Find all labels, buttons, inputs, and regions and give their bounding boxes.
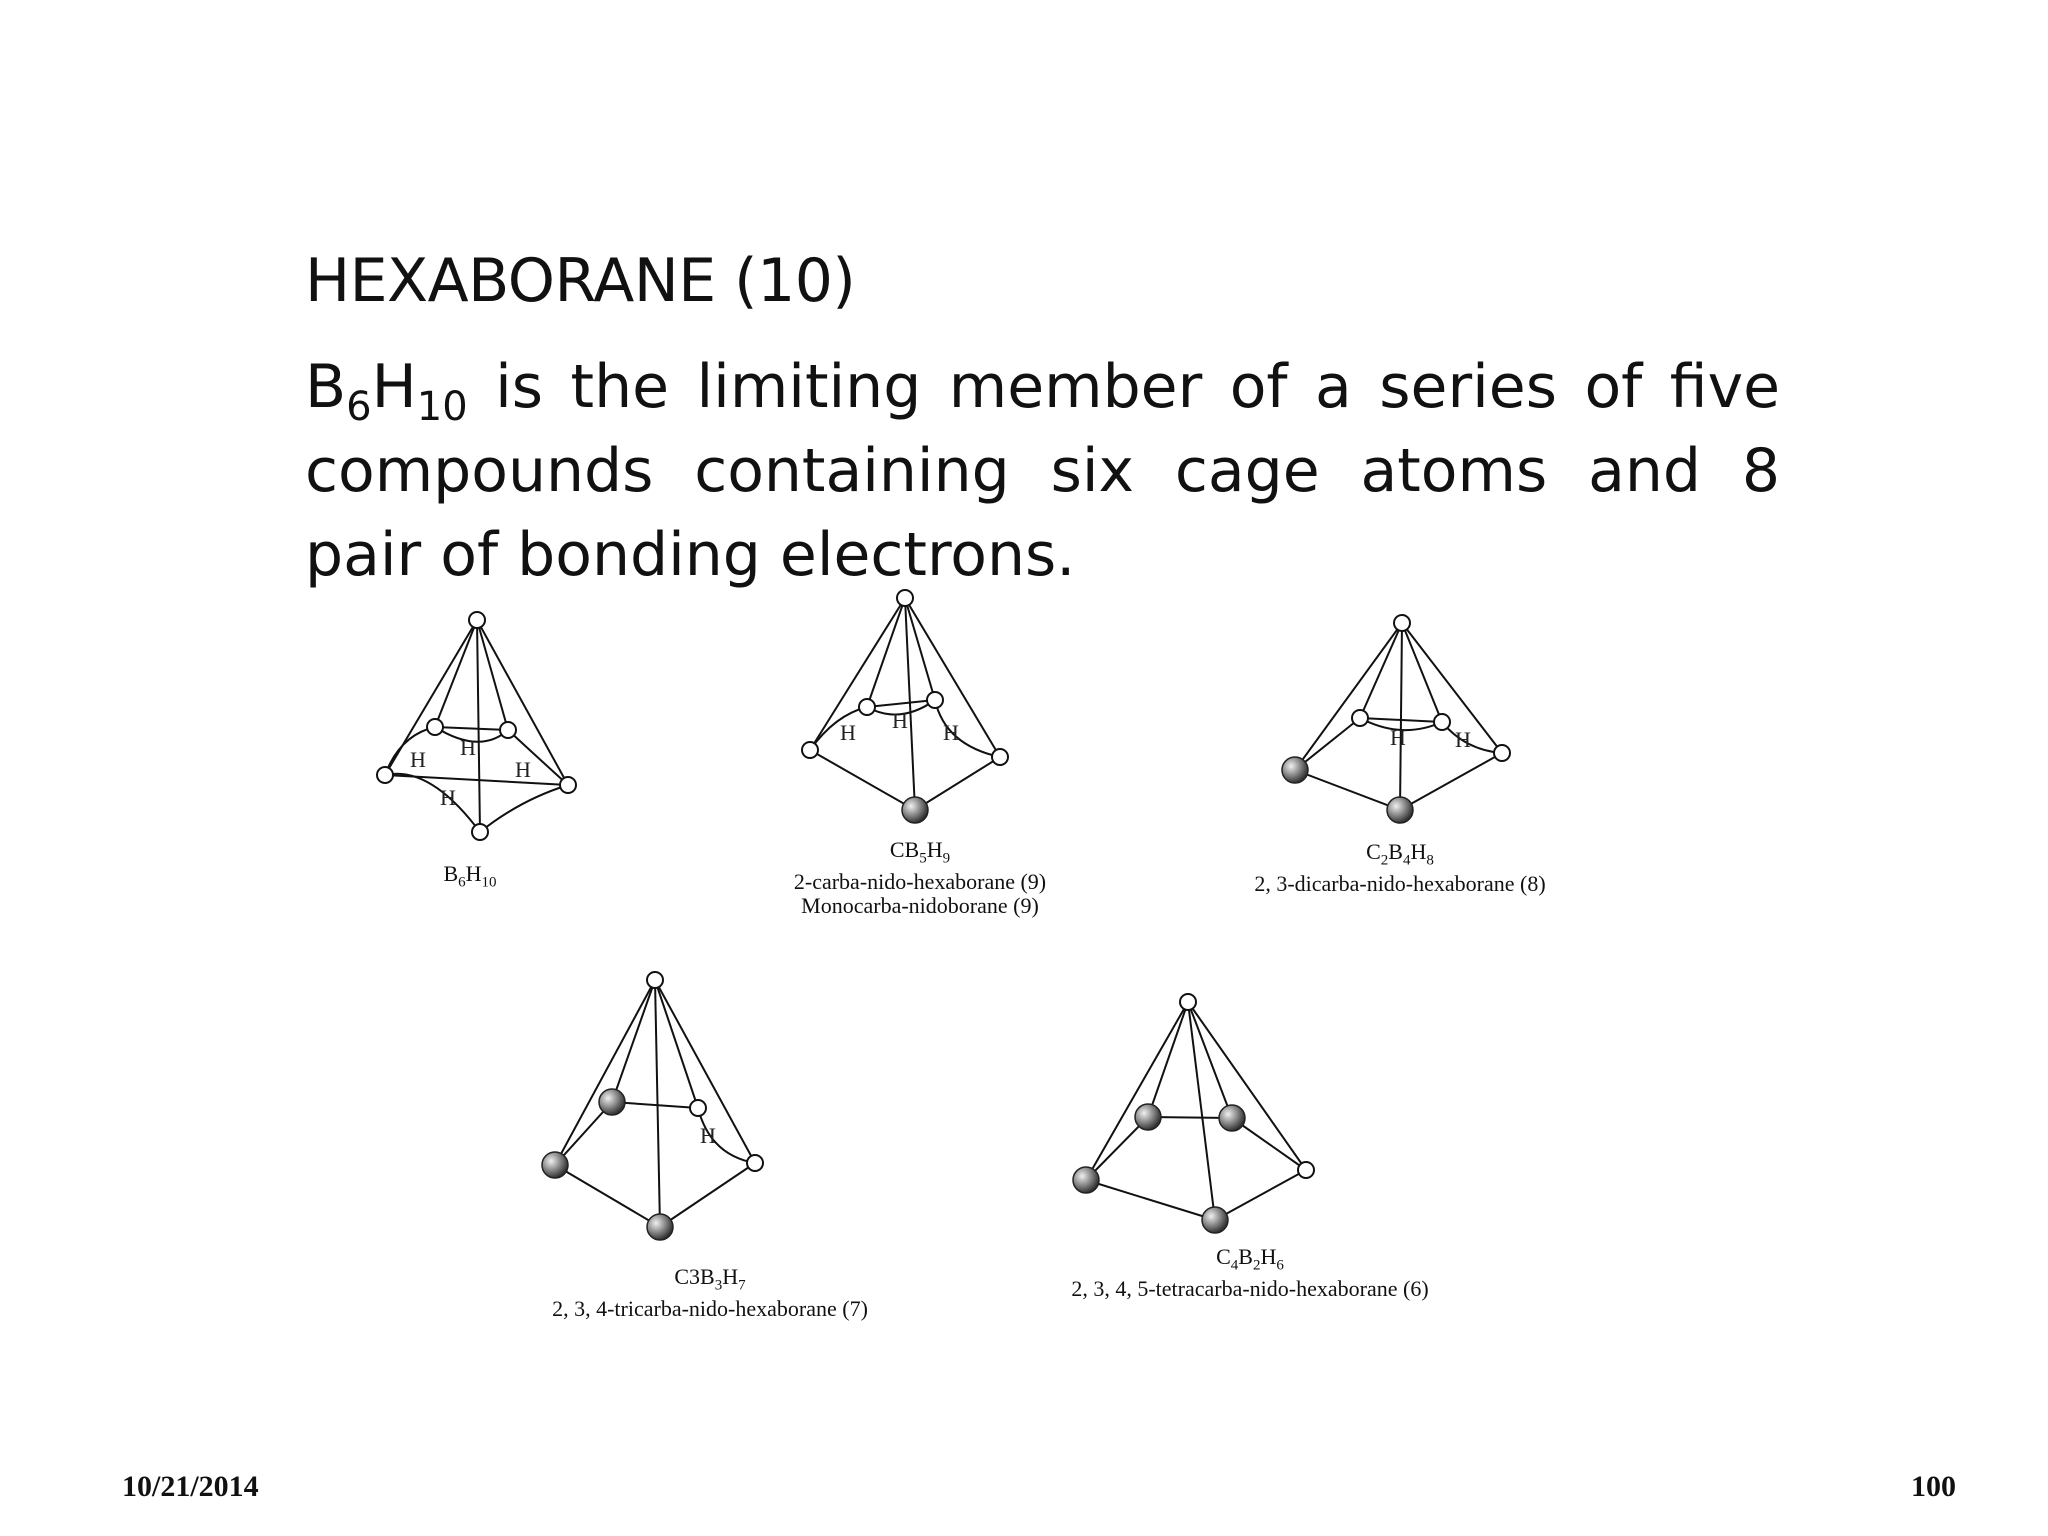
structure-c2b4h8: [1280, 610, 1520, 830]
name-c4b2h6: 2, 3, 4, 5-tetracarba-nido-hexaborane (6): [1071, 1276, 1429, 1302]
page-number: 100: [1911, 1470, 1956, 1503]
caption-c4b2h6: [1030, 1245, 1470, 1301]
footer-date: 10/21/2014: [122, 1470, 259, 1503]
svg-text:H: H: [1455, 727, 1471, 752]
formula-c2b4h8: $C_2B_4H_8$: [1366, 839, 1434, 869]
formula-c3b3h7: $C3B_3H_7$: [674, 1264, 746, 1294]
svg-text:H: H: [700, 1123, 716, 1148]
svg-text:H: H: [460, 735, 476, 760]
formula-cb5h9: $CB_5H_9$: [889, 837, 951, 867]
b6h10-diagram: [370, 605, 590, 845]
caption-c2b4h8: [1200, 840, 1600, 896]
svg-text:H: H: [515, 757, 531, 782]
caption-b6h10: $B_6H_{10}$: [443, 861, 497, 891]
svg-text:H: H: [943, 720, 959, 745]
c4b2h6-diagram: [1070, 990, 1320, 1240]
svg-text:H: H: [1390, 725, 1406, 750]
cb5h9-diagram: [795, 585, 1025, 825]
name-cb5h9: 2-carba-nido-hexaborane (9): [793, 869, 1047, 895]
c2b4h8-diagram: [1280, 610, 1520, 830]
caption-cb5h9: [760, 838, 1080, 918]
structure-c4b2h6: [1070, 990, 1320, 1240]
name-c2b4h8: 2, 3-dicarba-nido-hexaborane (8): [1254, 871, 1546, 897]
structure-cb5h9: [795, 585, 1025, 825]
name-c3b3h7: 2, 3, 4-tricarba-nido-hexaborane (7): [552, 1296, 868, 1322]
svg-text:H: H: [440, 785, 456, 810]
structure-c3b3h7: [540, 965, 780, 1245]
caption-c3b3h7: [500, 1265, 920, 1321]
slide-body-text: $B_6H_{10}$ is the limiting member of a series of five compounds containing six cage atoms and 8 pair of bonding electrons.: [305, 352, 1780, 590]
structure-b6h10: [370, 605, 590, 845]
slide-title: HEXABORANE (10): [305, 246, 856, 316]
svg-text:H: H: [892, 708, 908, 733]
formula-c4b2h6: $C_4B_2H_6$: [1216, 1244, 1284, 1274]
svg-text:H: H: [410, 747, 426, 772]
svg-text:H: H: [840, 720, 856, 745]
altname-cb5h9: Monocarba-nidoborane (9): [801, 893, 1039, 919]
c3b3h7-diagram: [540, 965, 780, 1245]
